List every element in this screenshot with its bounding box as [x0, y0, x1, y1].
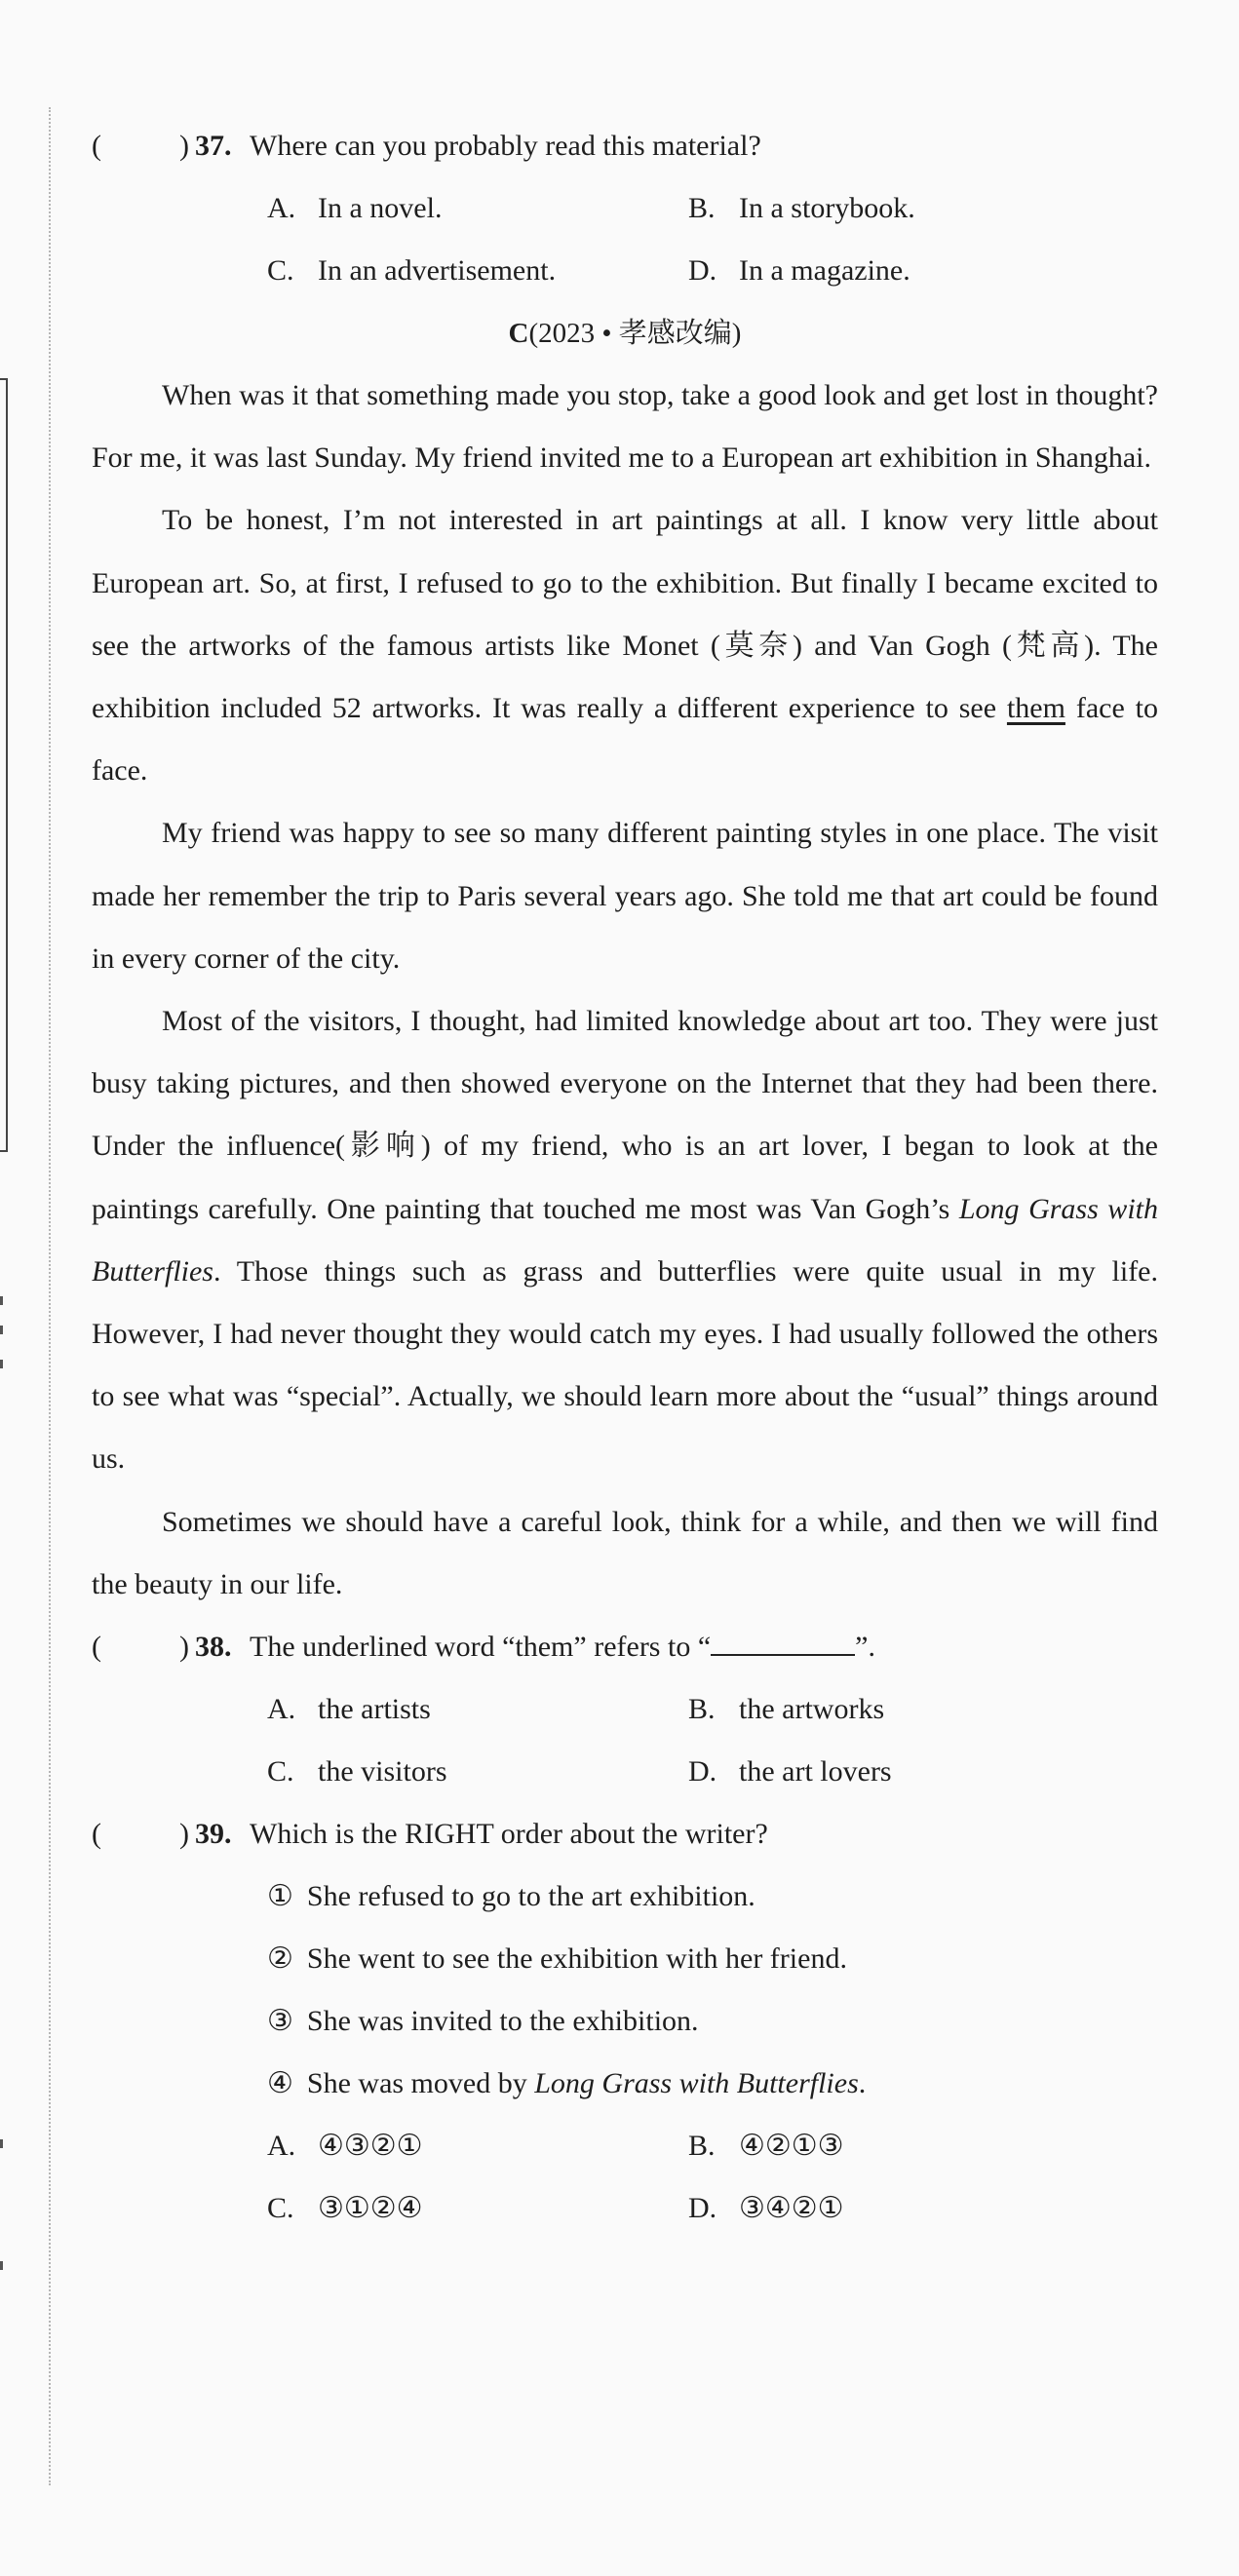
option-text: the artworks [739, 1693, 885, 1726]
statement-text: She refused to go to the art exhibition. [306, 1880, 755, 1913]
statement-marker: ③ [267, 2005, 293, 2038]
answer-paren-close: ) [179, 1818, 189, 1851]
passage-paragraph-3: My friend was happy to see so many different painting styles in one place. The visit made her remember the trip to Paris several years ago. She told me that art could be found in every corner of the city. [92, 817, 1158, 975]
passage-paragraph-4 [92, 990, 1158, 1491]
statement-list [267, 1865, 1158, 2115]
passage-paragraph-2 [92, 489, 1158, 802]
option-letter: C. [267, 254, 294, 287]
answer-paren-close: ) [179, 130, 189, 162]
statement-1 [267, 1865, 1158, 1928]
option-c[interactable] [267, 240, 688, 302]
passage-paragraph-5: Sometimes we should have a careful look, think for a while, and then we will find the beauty in our life. [92, 1505, 1158, 1600]
option-letter: B. [688, 192, 716, 224]
binding-margin-line [49, 107, 51, 2485]
statement-text: She went to see the exhibition with her friend. [306, 1942, 847, 1976]
worksheet-page [92, 115, 1158, 2240]
underlined-word: them [1006, 692, 1065, 725]
section-letter: C [508, 318, 529, 349]
question-37 [92, 115, 1158, 302]
margin-tick [0, 2261, 3, 2270]
answer-paren-open: ( [92, 1631, 101, 1664]
statement-text: She was moved by [306, 2067, 535, 2100]
question-number: 39. [195, 1818, 232, 1851]
option-letter: D. [688, 254, 717, 287]
answer-paren-open: ( [92, 130, 101, 162]
option-d[interactable] [688, 1741, 1109, 1803]
option-a[interactable] [267, 1678, 688, 1741]
option-letter: A. [267, 1693, 296, 1726]
statement-marker: ① [267, 1880, 293, 1913]
statement-4 [267, 2053, 1158, 2115]
statement-marker: ② [267, 1942, 293, 1976]
option-letter: C. [267, 1755, 294, 1788]
option-d[interactable] [688, 240, 1109, 302]
question-text: Where can you probably read this material? [250, 130, 761, 162]
option-letter: B. [688, 1693, 716, 1726]
question-number: 38. [195, 1631, 232, 1664]
section-heading [92, 302, 1158, 365]
question-39 [92, 1803, 1158, 2240]
option-text: ④③②① [318, 2130, 423, 2163]
option-text: In an advertisement. [318, 254, 557, 287]
option-text: the visitors [318, 1755, 447, 1788]
question-text-part: ”. [855, 1631, 875, 1664]
option-text: ③④②① [739, 2192, 844, 2225]
fill-in-blank[interactable] [711, 1625, 855, 1656]
option-letter: D. [688, 1755, 717, 1788]
option-letter: D. [688, 2192, 717, 2225]
option-letter: A. [267, 192, 296, 224]
option-text: ④②①③ [739, 2130, 844, 2163]
question-text: Which is the RIGHT order about the writer? [250, 1818, 768, 1851]
option-text: In a storybook. [739, 192, 915, 224]
question-38-options [267, 1678, 1158, 1803]
option-b[interactable] [688, 177, 1109, 240]
painting-title: Long Grass with Butterflies [92, 1192, 1158, 1288]
option-d[interactable] [688, 2177, 1109, 2240]
question-38 [92, 1616, 1158, 1803]
paragraph-text: To be honest, I’m not interested in art paintings at all. I know very little about European art. So, at first, I refused to go to the exhibition. But finally I became excited to see the artworks of the famous artists like Monet (莫奈) and Van Gogh (梵高). The exhibition included 52 artworks. It was really a different experience to see [92, 504, 1158, 725]
option-a[interactable] [267, 2115, 688, 2177]
option-b[interactable] [688, 2115, 1109, 2177]
option-text: ③①②④ [318, 2192, 423, 2225]
option-a[interactable] [267, 177, 688, 240]
question-38-stem [92, 1616, 1158, 1678]
question-text-part: The underlined word “them” refers to “ [250, 1631, 712, 1664]
statement-marker: ④ [267, 2067, 293, 2100]
question-number: 37. [195, 130, 232, 162]
option-text: the art lovers [739, 1755, 892, 1788]
option-b[interactable] [688, 1678, 1109, 1741]
paragraph-text: Most of the visitors, I thought, had limited knowledge about art too. They were just busy taking pictures, and then showed everyone on the Internet that they had been there. Under the influence(影响) of my friend, who is an art lover, I began to look at the paintings carefully. One painting that touched me most was Van Gogh’s [92, 1005, 1158, 1225]
question-text [250, 1616, 875, 1678]
statement-text: She was invited to the exhibition. [306, 2005, 699, 2038]
margin-tick [0, 1296, 3, 1305]
statement-2 [267, 1928, 1158, 1990]
binding-edge-box [0, 378, 8, 1152]
statement-text: . [858, 2067, 867, 2100]
margin-tick [0, 1360, 3, 1368]
option-c[interactable] [267, 1741, 688, 1803]
answer-paren-open: ( [92, 1818, 101, 1851]
question-37-options [267, 177, 1158, 302]
margin-tick [0, 2139, 3, 2148]
question-37-stem [92, 115, 1158, 177]
paragraph-text: face to face. [92, 692, 1158, 788]
margin-tick [0, 1326, 3, 1334]
reading-passage [92, 365, 1158, 1616]
painting-title: Long Grass with Butterflies [534, 2067, 859, 2100]
paragraph-text: . Those things such as grass and butterflies were quite usual in my life. However, I had never thought they would catch my eyes. I had usually followed the others to see what was “special”. Actually, we should learn more about the “usual” things around us. [92, 1254, 1158, 1476]
passage-paragraph-1: When was it that something made you stop, take a good look and get lost in thought? For me, it was last Sunday. My friend invited me to a European art exhibition in Shanghai. [92, 379, 1158, 475]
option-text: the artists [318, 1693, 431, 1726]
option-letter: C. [267, 2192, 294, 2225]
section-source: (2023 • 孝感改编) [528, 318, 742, 349]
answer-paren-close: ) [179, 1631, 189, 1664]
option-text: In a magazine. [739, 254, 910, 287]
option-letter: A. [267, 2130, 296, 2163]
option-text: In a novel. [318, 192, 443, 224]
question-39-stem [92, 1803, 1158, 1865]
question-39-options [267, 2115, 1158, 2240]
option-letter: B. [688, 2130, 716, 2163]
option-c[interactable] [267, 2177, 688, 2240]
statement-3 [267, 1990, 1158, 2053]
